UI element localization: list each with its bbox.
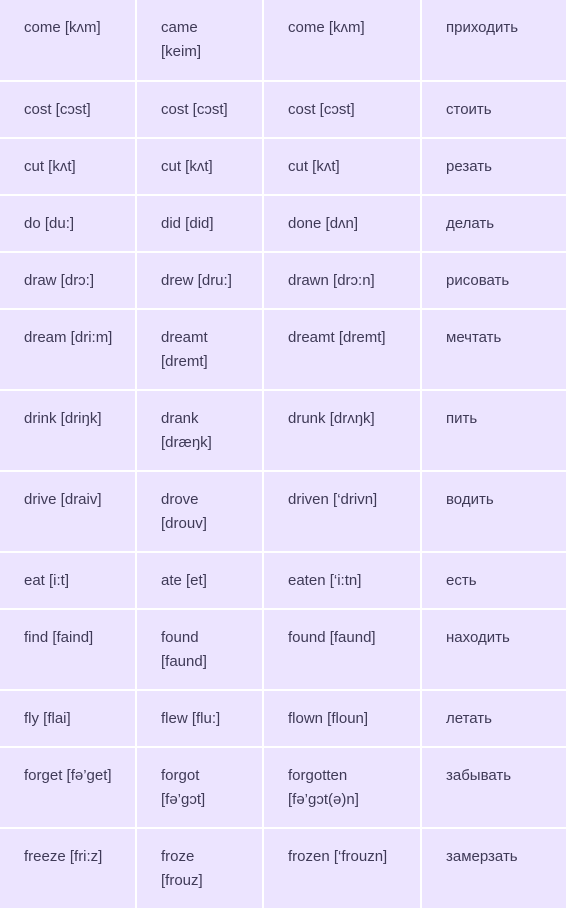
table-row bbox=[0, 690, 566, 747]
infinitive-cell: cut [kʌt] bbox=[0, 138, 136, 195]
past-participle-cell: come [kʌm] bbox=[263, 0, 421, 81]
infinitive-cell: drink [driŋk] bbox=[0, 390, 136, 471]
translation-cell: мечтать bbox=[421, 309, 566, 390]
past-simple-cell: dreamt [dremt] bbox=[136, 309, 263, 390]
past-simple-cell: cut [kʌt] bbox=[136, 138, 263, 195]
translation-cell: приходить bbox=[421, 0, 566, 81]
past-simple-cell: drew [dru:] bbox=[136, 252, 263, 309]
translation-cell: водить bbox=[421, 471, 566, 552]
table-row bbox=[0, 828, 566, 908]
table-row bbox=[0, 609, 566, 690]
past-participle-cell: done [dʌn] bbox=[263, 195, 421, 252]
translation-cell: делать bbox=[421, 195, 566, 252]
translation-cell: летать bbox=[421, 690, 566, 747]
past-simple-cell: froze [frouz] bbox=[136, 828, 263, 908]
infinitive-cell: freeze [fri:z] bbox=[0, 828, 136, 908]
table-row bbox=[0, 309, 566, 390]
table-row bbox=[0, 138, 566, 195]
infinitive-cell: fly [flai] bbox=[0, 690, 136, 747]
table-row bbox=[0, 0, 566, 81]
past-simple-cell: flew [flu:] bbox=[136, 690, 263, 747]
infinitive-cell: do [du:] bbox=[0, 195, 136, 252]
table-row bbox=[0, 195, 566, 252]
translation-cell: стоить bbox=[421, 81, 566, 138]
past-participle-cell: drunk [drʌŋk] bbox=[263, 390, 421, 471]
translation-cell: есть bbox=[421, 552, 566, 609]
past-simple-cell: drove [drouv] bbox=[136, 471, 263, 552]
table-row bbox=[0, 252, 566, 309]
past-participle-cell: dreamt [dremt] bbox=[263, 309, 421, 390]
past-simple-cell: found [faund] bbox=[136, 609, 263, 690]
past-participle-cell: frozen [‘frouzn] bbox=[263, 828, 421, 908]
infinitive-cell: eat [i:t] bbox=[0, 552, 136, 609]
infinitive-cell: cost [cɔst] bbox=[0, 81, 136, 138]
past-participle-cell: cut [kʌt] bbox=[263, 138, 421, 195]
infinitive-cell: dream [dri:m] bbox=[0, 309, 136, 390]
infinitive-cell: forget [fə’get] bbox=[0, 747, 136, 828]
past-participle-cell: found [faund] bbox=[263, 609, 421, 690]
translation-cell: пить bbox=[421, 390, 566, 471]
translation-cell: забывать bbox=[421, 747, 566, 828]
table-row bbox=[0, 552, 566, 609]
past-participle-cell: cost [cɔst] bbox=[263, 81, 421, 138]
table-row bbox=[0, 747, 566, 828]
infinitive-cell: come [kʌm] bbox=[0, 0, 136, 81]
table-row bbox=[0, 390, 566, 471]
past-simple-cell: ate [et] bbox=[136, 552, 263, 609]
past-simple-cell: did [did] bbox=[136, 195, 263, 252]
translation-cell: находить bbox=[421, 609, 566, 690]
infinitive-cell: drive [draiv] bbox=[0, 471, 136, 552]
past-participle-cell: flown [floun] bbox=[263, 690, 421, 747]
past-simple-cell: forgot [fə’gɔt] bbox=[136, 747, 263, 828]
table-row bbox=[0, 471, 566, 552]
past-simple-cell: cost [cɔst] bbox=[136, 81, 263, 138]
past-simple-cell: drank [dræŋk] bbox=[136, 390, 263, 471]
translation-cell: замерзать bbox=[446, 848, 518, 865]
past-participle-cell: forgotten [fə’gɔt(ə)n] bbox=[263, 747, 421, 828]
translation-cell: резать bbox=[421, 138, 566, 195]
past-participle-cell: driven [‘drivn] bbox=[263, 471, 421, 552]
past-simple-cell: came [keim] bbox=[136, 0, 263, 81]
infinitive-cell: find [faind] bbox=[0, 609, 136, 690]
translation-cell: рисовать bbox=[421, 252, 566, 309]
infinitive-cell: draw [drɔ:] bbox=[0, 252, 136, 309]
past-participle-cell: eaten [‘i:tn] bbox=[263, 552, 421, 609]
table-row bbox=[0, 81, 566, 138]
past-participle-cell: drawn [drɔ:n] bbox=[263, 252, 421, 309]
